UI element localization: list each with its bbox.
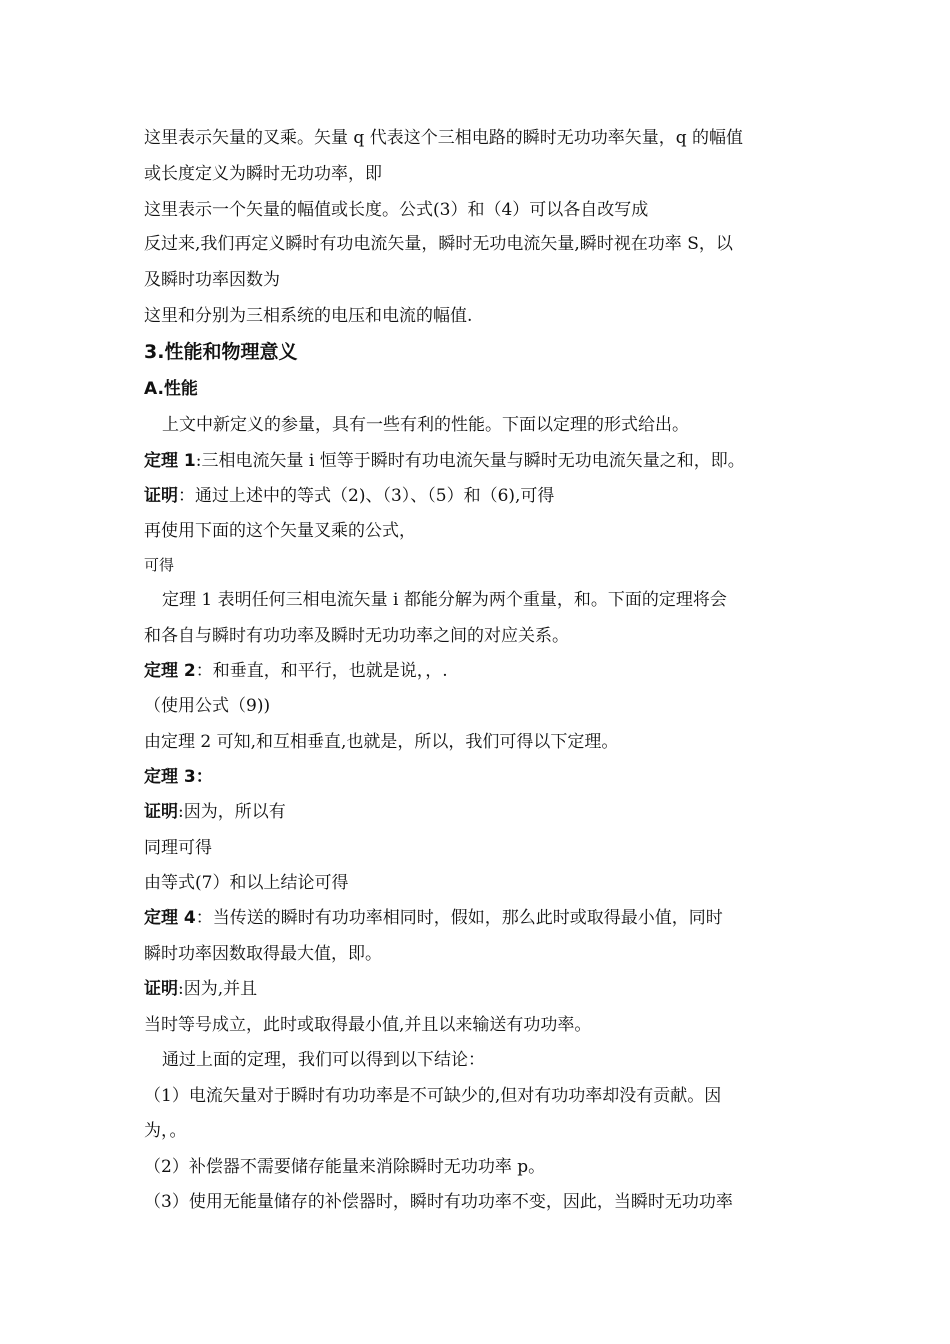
paragraph-line: 上文中新定义的参量，具有一些有利的性能。下面以定理的形式给出。: [162, 415, 689, 435]
paragraph-line: 再使用下面的这个矢量叉乘的公式，: [144, 521, 416, 541]
section-heading: 3.性能和物理意义: [144, 341, 298, 363]
paragraph-line: （3）使用无能量储存的补偿器时，瞬时有功功率不变，因此，当瞬时无功功率: [144, 1192, 733, 1212]
theorem-text: :三相电流矢量 i 恒等于瞬时有功电流矢量与瞬时无功电流矢量之和，即。: [195, 451, 745, 471]
paragraph-line: 或长度定义为瞬时无功功率，即: [144, 164, 382, 184]
paragraph-line: 和各自与瞬时有功功率及瞬时无功功率之间的对应关系。: [144, 626, 569, 646]
theorem-2: [144, 659, 448, 683]
paragraph-line: 这里表示矢量的叉乘。矢量 q 代表这个三相电路的瞬时无功功率矢量，q 的幅值: [144, 128, 743, 148]
theorem-1: [144, 449, 745, 473]
theorem-4: [144, 906, 723, 930]
paragraph-line: 及瞬时功率因数为: [144, 270, 280, 290]
paragraph-line: 由等式(7）和以上结论可得: [144, 873, 349, 893]
paragraph-line: 定理 1 表明任何三相电流矢量 i 都能分解为两个重量，和。下面的定理将会: [162, 590, 727, 610]
paragraph-line: （2）补偿器不需要储存能量来消除瞬时无功功率 p。: [144, 1157, 546, 1177]
proof-1: [144, 484, 554, 508]
proof-label: 证明: [144, 486, 178, 506]
proof-text: ：通过上述中的等式（2)、（3）、（5）和（6),可得: [178, 486, 555, 506]
paragraph-line: 通过上面的定理，我们可以得到以下结论：: [162, 1050, 485, 1070]
proof-label: 证明: [144, 802, 178, 822]
theorem-text: ：和垂直，和平行，也就是说，，.: [195, 661, 448, 681]
proof-text: :因为,并且: [178, 979, 258, 999]
paragraph-line: （使用公式（9)): [144, 696, 271, 716]
subsection-heading: A.性能: [144, 379, 198, 399]
paragraph-line: 由定理 2 可知,和互相垂直,也就是，所以，我们可得以下定理。: [144, 732, 619, 752]
theorem-3-label: 定理 3：: [144, 767, 213, 787]
proof-2: [144, 800, 286, 824]
paragraph-line: 为，。: [144, 1121, 187, 1141]
theorem-label: 定理 1: [144, 451, 196, 471]
paragraph-line: 同理可得: [144, 838, 212, 858]
proof-text: :因为，所以有: [178, 802, 286, 822]
proof-label: 证明: [144, 979, 178, 999]
paragraph-line: 当时等号成立，此时或取得最小值,并且以来输送有功功率。: [144, 1015, 592, 1035]
proof-3: [144, 977, 257, 1001]
theorem-text: ：当传送的瞬时有功功率相同时，假如，那么此时或取得最小值，同时: [195, 908, 723, 928]
paragraph-line: 这里表示一个矢量的幅值或长度。公式(3）和（4）可以各自改写成: [144, 200, 649, 220]
theorem-label: 定理 4: [144, 908, 196, 928]
theorem-label: 定理 2: [144, 661, 196, 681]
paragraph-line: （1）电流矢量对于瞬时有功功率是不可缺少的,但对有功功率却没有贡献。因: [144, 1086, 722, 1106]
paragraph-line: 瞬时功率因数取得最大值，即。: [144, 944, 382, 964]
paragraph-line: 可得: [144, 556, 175, 574]
paragraph-line: 反过来,我们再定义瞬时有功电流矢量，瞬时无功电流矢量,瞬时视在功率 S，以: [144, 234, 733, 254]
paragraph-line: 这里和分别为三相系统的电压和电流的幅值.: [144, 306, 473, 326]
